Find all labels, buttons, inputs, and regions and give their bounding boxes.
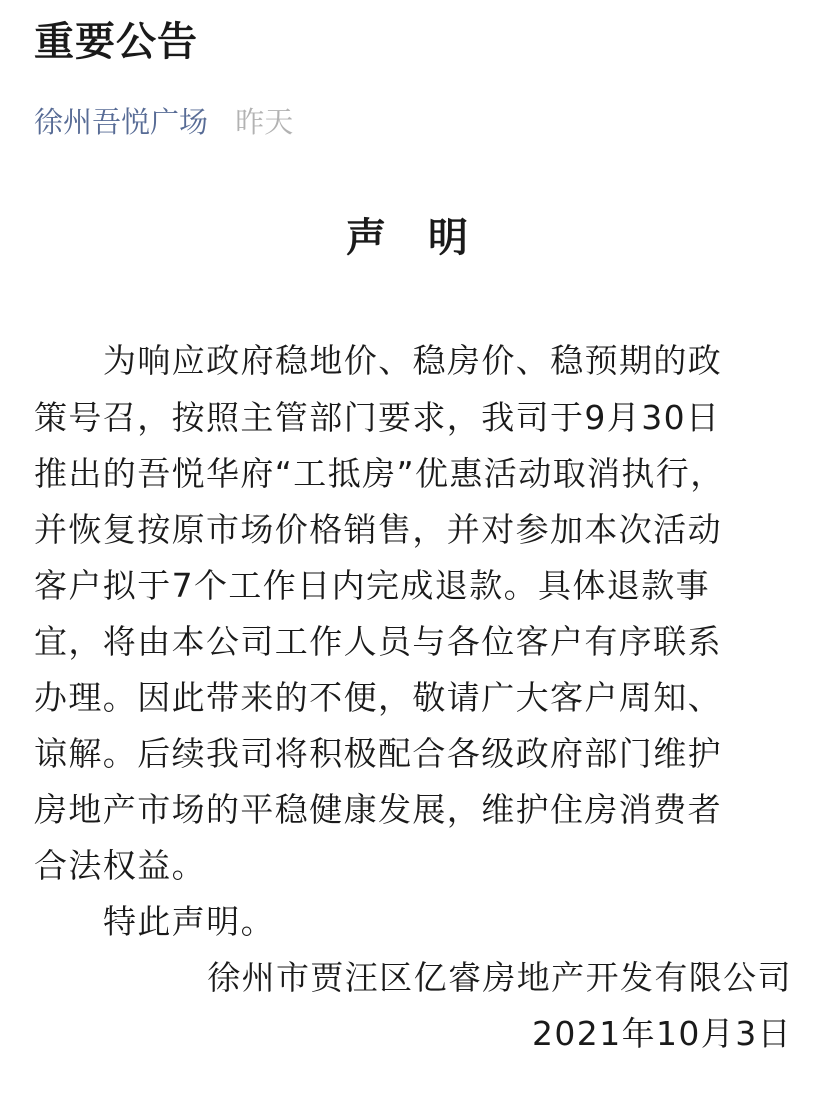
body-line: 推出的吾悦华府“工抵房”优惠活动取消执行， [34,454,725,493]
body-line: 并恢复按原市场价格销售，并对参加本次活动 [34,510,722,549]
signature-date: 2021年10月3日 [532,1014,792,1053]
body-line: 谅解。后续我司将积极配合各级政府部门维护 [34,734,722,773]
body-line: 合法权益。 [34,846,206,885]
article-title: 重要公告 [34,19,198,65]
account-name-link[interactable]: 徐州吾悦广场 [34,105,209,139]
body-line: 房地产市场的平稳健康发展，维护住房消费者 [34,790,722,829]
body-line: 为响应政府稳地价、稳房价、稳预期的政 [103,341,723,380]
body-line: 办理。因此带来的不便，敬请广大客户周知、 [34,678,722,717]
body-line: 宜，将由本公司工作人员与各位客户有序联系 [34,622,722,661]
closing-line: 特此声明。 [103,902,275,941]
article-meta [34,100,293,144]
body-line: 客户拟于7个工作日内完成退款。具体退款事 [34,566,710,605]
statement-heading: 声 明 [346,215,482,261]
publish-time: 昨天 [235,105,294,139]
body-line: 策号召，按照主管部门要求，我司于9月30日 [34,398,721,437]
signature-company: 徐州市贾汪区亿睿房地产开发有限公司 [207,958,792,997]
